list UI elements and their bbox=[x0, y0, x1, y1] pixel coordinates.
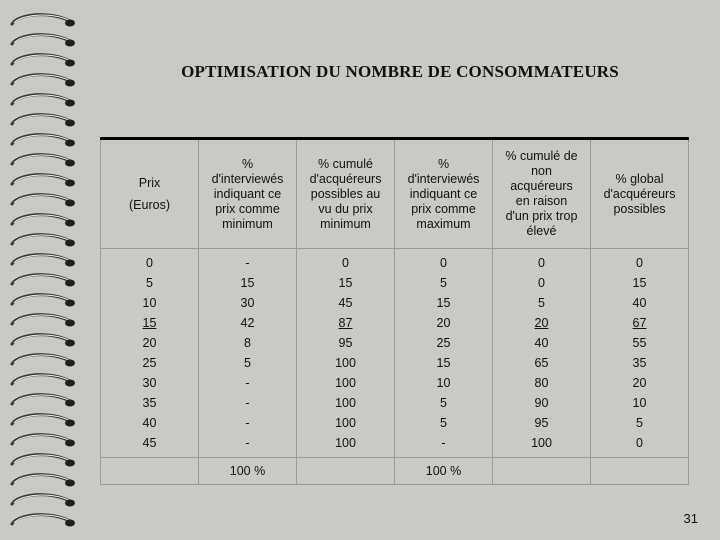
table-cell: 5 bbox=[440, 276, 447, 290]
table-cell: 67 bbox=[632, 316, 647, 330]
spiral-ring bbox=[12, 155, 75, 167]
header-line: % cumulé de bbox=[505, 149, 578, 163]
column-header-2 bbox=[199, 139, 297, 249]
data-table-container bbox=[100, 137, 688, 485]
table-cell: - bbox=[245, 376, 250, 390]
table-cell: 10 bbox=[436, 376, 451, 390]
total-cell bbox=[591, 458, 689, 485]
spiral-ring bbox=[12, 375, 75, 387]
totals-row bbox=[101, 458, 689, 485]
header-line: en raison bbox=[515, 194, 568, 208]
price-table bbox=[100, 137, 689, 485]
header-line: vu du prix bbox=[318, 201, 373, 216]
total-cell: 100 % bbox=[199, 458, 297, 485]
page-number: 31 bbox=[683, 511, 698, 526]
table-cell: 40 bbox=[632, 296, 647, 310]
table-cell: 15 bbox=[338, 276, 353, 290]
column-header-3 bbox=[297, 139, 395, 249]
total-cell bbox=[297, 458, 395, 485]
column-values-5 bbox=[493, 249, 591, 458]
table-cell: 100 bbox=[335, 416, 356, 430]
table-cell: 5 bbox=[636, 416, 643, 430]
table-cell: 0 bbox=[538, 276, 545, 290]
table-cell: 5 bbox=[538, 296, 545, 310]
header-line: (Euros) bbox=[129, 198, 170, 212]
table-cell: 95 bbox=[338, 336, 353, 350]
header-line: d'interviewés bbox=[211, 171, 284, 186]
spiral-ring bbox=[12, 475, 75, 487]
header-line: d'acquéreurs bbox=[603, 186, 676, 201]
table-cell: - bbox=[441, 436, 446, 450]
table-cell: 0 bbox=[636, 436, 643, 450]
table-cell: 100 bbox=[335, 396, 356, 410]
table-cell: 20 bbox=[632, 376, 647, 390]
table-cell: 40 bbox=[142, 416, 157, 430]
table-cell: - bbox=[245, 416, 250, 430]
table-cell: 10 bbox=[142, 296, 157, 310]
table-cell: 0 bbox=[146, 256, 153, 270]
table-cell: 55 bbox=[632, 336, 647, 350]
header-line: d'un prix trop bbox=[505, 209, 578, 223]
header-line: % global bbox=[615, 171, 664, 186]
table-cell: 5 bbox=[440, 416, 447, 430]
column-header-4 bbox=[395, 139, 493, 249]
header-line: minimum bbox=[320, 216, 371, 231]
header-line: non bbox=[531, 164, 552, 178]
header-row bbox=[101, 139, 689, 249]
spiral-ring bbox=[12, 95, 75, 107]
table-cell: 0 bbox=[342, 256, 349, 270]
table-cell: 100 bbox=[335, 376, 356, 390]
column-header-6 bbox=[591, 139, 689, 249]
table-cell: 95 bbox=[534, 416, 549, 430]
total-cell bbox=[493, 458, 591, 485]
table-cell: 20 bbox=[534, 316, 549, 330]
spiral-ring bbox=[12, 515, 75, 527]
header-line: % bbox=[437, 156, 450, 171]
table-cell: 65 bbox=[534, 356, 549, 370]
spiral-ring bbox=[12, 235, 75, 247]
column-values-4 bbox=[395, 249, 493, 458]
column-header-5 bbox=[493, 139, 591, 249]
header-line: acquéreurs bbox=[510, 179, 573, 193]
column-values-3 bbox=[297, 249, 395, 458]
spiral-ring bbox=[12, 255, 75, 267]
spiral-ring bbox=[12, 55, 75, 67]
header-line: minimum bbox=[222, 216, 273, 231]
spiral-ring bbox=[12, 335, 75, 347]
table-cell: 35 bbox=[632, 356, 647, 370]
table-cell: 15 bbox=[632, 276, 647, 290]
spiral-ring bbox=[12, 455, 75, 467]
table-cell: 45 bbox=[338, 296, 353, 310]
column-header-1 bbox=[101, 139, 199, 249]
table-cell: 5 bbox=[146, 276, 153, 290]
spiral-ring bbox=[12, 75, 75, 87]
header-line: élevé bbox=[526, 224, 557, 238]
total-cell: 100 % bbox=[395, 458, 493, 485]
spiral-ring bbox=[12, 15, 75, 27]
data-row bbox=[101, 249, 689, 458]
total-cell bbox=[101, 458, 199, 485]
column-values-6 bbox=[591, 249, 689, 458]
column-values-2 bbox=[199, 249, 297, 458]
table-cell: 30 bbox=[142, 376, 157, 390]
header-line: indiquant ce bbox=[409, 186, 478, 201]
spiral-ring bbox=[12, 355, 75, 367]
table-cell: 100 bbox=[335, 436, 356, 450]
spiral-ring bbox=[12, 495, 75, 507]
spiral-ring bbox=[12, 175, 75, 187]
spiral-ring bbox=[12, 275, 75, 287]
table-cell: 45 bbox=[142, 436, 157, 450]
header-line: Prix bbox=[138, 176, 161, 190]
table-cell: 5 bbox=[244, 356, 251, 370]
table-cell: 0 bbox=[636, 256, 643, 270]
table-cell: 20 bbox=[436, 316, 451, 330]
spiral-ring bbox=[12, 395, 75, 407]
table-cell: 10 bbox=[632, 396, 647, 410]
header-line: possibles bbox=[613, 201, 666, 216]
table-cell: - bbox=[245, 436, 250, 450]
table-cell: 20 bbox=[142, 336, 157, 350]
table-cell: 8 bbox=[244, 336, 251, 350]
table-cell: 15 bbox=[240, 276, 255, 290]
header-line: prix comme bbox=[215, 201, 280, 216]
table-cell: 90 bbox=[534, 396, 549, 410]
spiral-ring bbox=[12, 195, 75, 207]
header-line: indiquant ce bbox=[213, 186, 282, 201]
table-cell: 15 bbox=[436, 296, 451, 310]
table-cell: 0 bbox=[440, 256, 447, 270]
table-cell: 80 bbox=[534, 376, 549, 390]
table-cell: 25 bbox=[142, 356, 157, 370]
table-cell: 30 bbox=[240, 296, 255, 310]
header-line: d'interviewés bbox=[407, 171, 480, 186]
header-line: d'acquéreurs bbox=[309, 171, 382, 186]
spiral-ring bbox=[12, 415, 75, 427]
header-line: maximum bbox=[416, 216, 471, 231]
table-cell: 100 bbox=[335, 356, 356, 370]
header-line: % bbox=[241, 156, 254, 171]
spiral-ring bbox=[12, 315, 75, 327]
table-cell: 40 bbox=[534, 336, 549, 350]
table-cell: 0 bbox=[538, 256, 545, 270]
table-cell: 15 bbox=[142, 316, 157, 330]
spiral-ring bbox=[12, 135, 75, 147]
table-cell: 25 bbox=[436, 336, 451, 350]
table-cell: - bbox=[245, 396, 250, 410]
header-line: % cumulé bbox=[318, 156, 373, 171]
column-values-1 bbox=[101, 249, 199, 458]
header-line: possibles au bbox=[310, 186, 381, 201]
page-title: OPTIMISATION DU NOMBRE DE CONSOMMATEURS bbox=[181, 62, 619, 81]
spiral-ring bbox=[12, 115, 75, 127]
table-cell: 35 bbox=[142, 396, 157, 410]
spiral-ring bbox=[12, 295, 75, 307]
table-cell: 42 bbox=[240, 316, 255, 330]
table-cell: - bbox=[245, 256, 250, 270]
header-line: prix comme bbox=[411, 201, 476, 216]
table-cell: 100 bbox=[531, 436, 552, 450]
spiral-ring bbox=[12, 435, 75, 447]
spiral-binding bbox=[0, 0, 82, 540]
table-cell: 87 bbox=[338, 316, 353, 330]
spiral-ring bbox=[12, 35, 75, 47]
table-cell: 15 bbox=[436, 356, 451, 370]
table-cell: 5 bbox=[440, 396, 447, 410]
spiral-ring bbox=[12, 215, 75, 227]
